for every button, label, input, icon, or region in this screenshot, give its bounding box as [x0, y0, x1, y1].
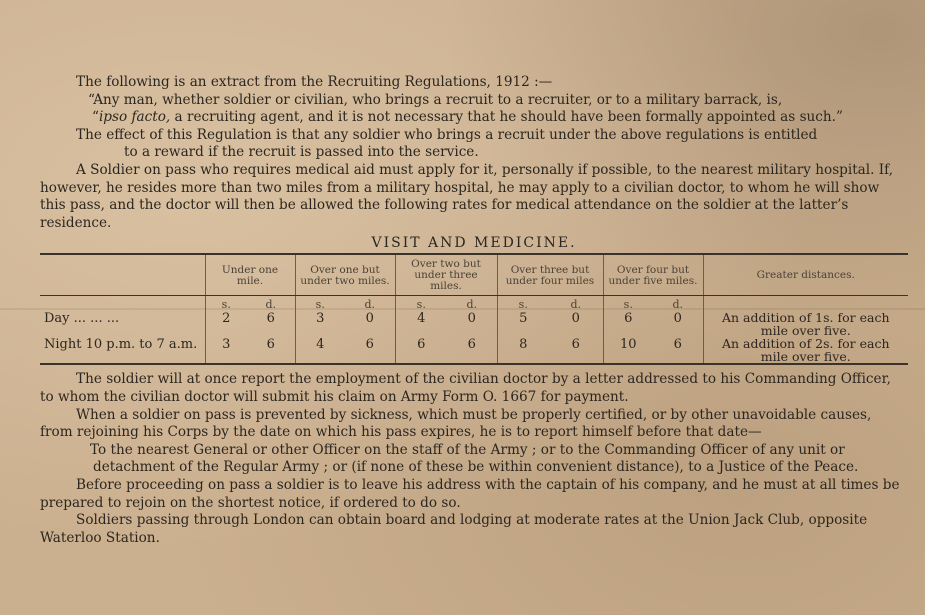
table-header-row: [40, 254, 908, 296]
ipso-facto-italic: ipso facto,: [98, 109, 171, 126]
cell: 6: [673, 337, 682, 353]
row-label-night: Night 10 p.m. to 7 a.m.: [44, 337, 198, 353]
unit-d: d.: [570, 298, 582, 312]
cell: 6: [365, 337, 374, 353]
cell: 0: [571, 311, 580, 327]
unit-s: s.: [295, 296, 345, 312]
cell: 5: [497, 311, 549, 337]
sickness-paragraph: When a soldier on pass is prevented by sickness, which must be properly certified, or by other unavoidable causes, from rejoining his Corps by the date on which his pass expires, he is to report himself before that date—: [40, 406, 872, 441]
table-row-night: [40, 337, 908, 364]
unit-s: s.: [395, 296, 447, 312]
union-jack-club-paragraph: Soldiers passing through London can obtain board and lodging at moderate rates at the Union Jack Club, opposite Waterloo Station.: [40, 512, 868, 546]
cell: 2: [205, 311, 247, 337]
nearest-officer-paragraph: To the nearest General or other Officer on the staff of the Army ; or to the Commanding Officer of any unit or detachment of the Regular Army ; or (if none of these be within convenient distance), to a Justice of the Peace.: [90, 441, 859, 476]
header-col-6: Greater distances.: [703, 254, 908, 296]
regulation-quote-line1: “Any man, whether soldier or civilian, who brings a recruit to a recruiter, or to a military barrack, is,: [88, 91, 783, 108]
before-proceeding-paragraph: Before proceeding on pass a soldier is to leave his address with the captain of his company, and he must at all times be prepared to rejoin on the shortest notice, if ordered to do so.: [40, 476, 900, 511]
unit-d: d.: [364, 298, 376, 312]
cell: 6: [603, 311, 653, 337]
header-col-5: Over four but under five miles.: [603, 254, 703, 296]
cell: 6: [266, 337, 275, 353]
rates-table: [40, 253, 908, 365]
effect-text: [40, 127, 908, 162]
table-title: VISIT AND MEDICINE.: [371, 235, 577, 252]
header-col-1: Under one mile.: [205, 254, 295, 296]
cell: 3: [205, 337, 247, 364]
cell: 8: [497, 337, 549, 364]
units-row: [40, 296, 908, 312]
row-note-night: An addition of 2s. for each mile over five.: [703, 337, 908, 364]
cell: 6: [395, 337, 447, 364]
cell: 0: [467, 311, 476, 327]
cell: 3: [295, 311, 345, 337]
unit-s: s.: [603, 296, 653, 312]
cell: 6: [266, 311, 275, 327]
regulation-quote-line2-rest: a recruiting agent, and it is not necessary that he should have been formally appointed as such.”: [170, 109, 843, 126]
effect-line1: The effect of this Regulation is that any soldier who brings a recruit under the above regulations is entitled: [76, 126, 818, 143]
regulation-quote-line2: “ipso facto, a recruiting agent, and it is not necessary that he should have been formally appointed as such.”: [92, 109, 843, 126]
cell: 6: [571, 337, 580, 353]
unit-d: d.: [672, 298, 684, 312]
unit-d: d.: [466, 298, 478, 312]
cell: 0: [673, 311, 682, 327]
table-row-day: [40, 311, 908, 337]
cell: 4: [395, 311, 447, 337]
row-label-day: Day ... ... ...: [44, 311, 120, 327]
unit-d: d.: [265, 298, 277, 312]
cell: 6: [467, 337, 476, 353]
medical-aid-paragraph: A Soldier on pass who requires medical aid must apply for it, personally if possible, to the nearest military hospital. If, however, he resides more than two miles from a military hospital, he may apply to a civilian doctor, to whom he will show this pass, and the doctor will then be allowed the following rates for medical attendance on the soldier at the latter’s residence.: [40, 161, 894, 231]
unit-s: s.: [205, 296, 247, 312]
header-blank: [40, 254, 205, 296]
header-col-2: Over one but under two miles.: [295, 254, 395, 296]
unit-s: s.: [497, 296, 549, 312]
intro-text: The following is an extract from the Recruiting Regulations, 1912 :—: [76, 74, 553, 90]
header-col-3: Over two but under three miles.: [395, 254, 497, 296]
report-paragraph: The soldier will at once report the employment of the civilian doctor by a letter addressed to his Commanding Officer, to whom the civilian doctor will submit his claim on Army Form O. 1667 for payment.: [40, 371, 891, 405]
effect-line2: to a reward if the recruit is passed into the service.: [124, 144, 479, 161]
row-note-day: An addition of 1s. for each mile over five.: [703, 311, 908, 337]
header-col-4: Over three but under four miles: [497, 254, 603, 296]
document-body: [40, 74, 908, 547]
cell: 4: [295, 337, 345, 364]
cell: 0: [365, 311, 374, 327]
cell: 10: [603, 337, 653, 364]
